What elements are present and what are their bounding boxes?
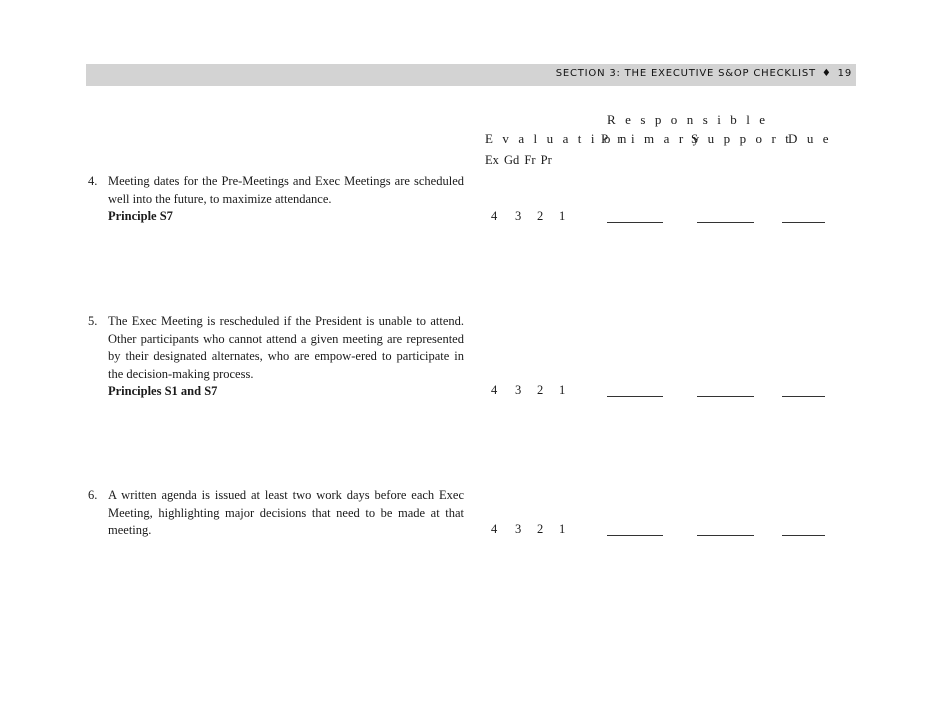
due-heading: D u e: [788, 131, 832, 146]
primary-blank[interactable]: [607, 396, 663, 397]
page-number: 19: [837, 68, 852, 79]
due-blank[interactable]: [782, 396, 825, 397]
checklist-item: [88, 487, 464, 540]
running-header: [556, 68, 852, 79]
support-heading: S u p p o r t: [691, 131, 792, 146]
item-text: The Exec Meeting is rescheduled if the President is unable to attend. Other participants who cannot attend a given meeting are represented by their designated alternates, who are empow-ered to participate in the decision-making process.: [108, 314, 464, 381]
responsible-heading: R e s p o n s i b l e: [607, 112, 769, 127]
rating-option[interactable]: 1: [559, 522, 566, 536]
item-principle: Principles S1 and S7: [108, 384, 218, 398]
section-title: SECTION 3: THE EXECUTIVE S&OP CHECKLIST: [555, 68, 816, 79]
rating-option[interactable]: 4: [491, 383, 498, 397]
item-number: 6.: [88, 488, 98, 502]
rating-option[interactable]: 2: [537, 383, 544, 397]
evaluation-heading: E v a l u a t i o n: [485, 131, 630, 146]
primary-heading: P r i m a r y: [601, 131, 703, 146]
rating-option[interactable]: 1: [559, 383, 566, 397]
rating-option[interactable]: 2: [537, 522, 544, 536]
checklist-item: [88, 173, 464, 226]
item-number: 5.: [88, 314, 98, 328]
due-blank[interactable]: [782, 535, 825, 536]
item-principle: Principle S7: [108, 209, 173, 223]
diamond-icon: ♦: [821, 68, 832, 79]
rating-option[interactable]: 2: [537, 209, 544, 223]
header-bar: [86, 64, 856, 86]
item-number: 4.: [88, 174, 98, 188]
rating-option[interactable]: 3: [515, 522, 522, 536]
checklist-item: [88, 313, 464, 401]
item-text: Meeting dates for the Pre-Meetings and Exec Meetings are scheduled well into the future, to maximize attendance.: [108, 174, 464, 206]
rating-option[interactable]: 1: [559, 209, 566, 223]
due-blank[interactable]: [782, 222, 825, 223]
primary-blank[interactable]: [607, 535, 663, 536]
rating-scale-heading: Ex Gd Fr Pr: [485, 153, 552, 167]
rating-option[interactable]: 4: [491, 522, 498, 536]
item-text: A written agenda is issued at least two work days before each Exec Meeting, highlighting major decisions that need to be made at that meeting.: [108, 488, 464, 537]
support-blank[interactable]: [697, 535, 754, 536]
support-blank[interactable]: [697, 396, 754, 397]
rating-option[interactable]: 3: [515, 383, 522, 397]
rating-option[interactable]: 3: [515, 209, 522, 223]
support-blank[interactable]: [697, 222, 754, 223]
rating-option[interactable]: 4: [491, 209, 498, 223]
primary-blank[interactable]: [607, 222, 663, 223]
